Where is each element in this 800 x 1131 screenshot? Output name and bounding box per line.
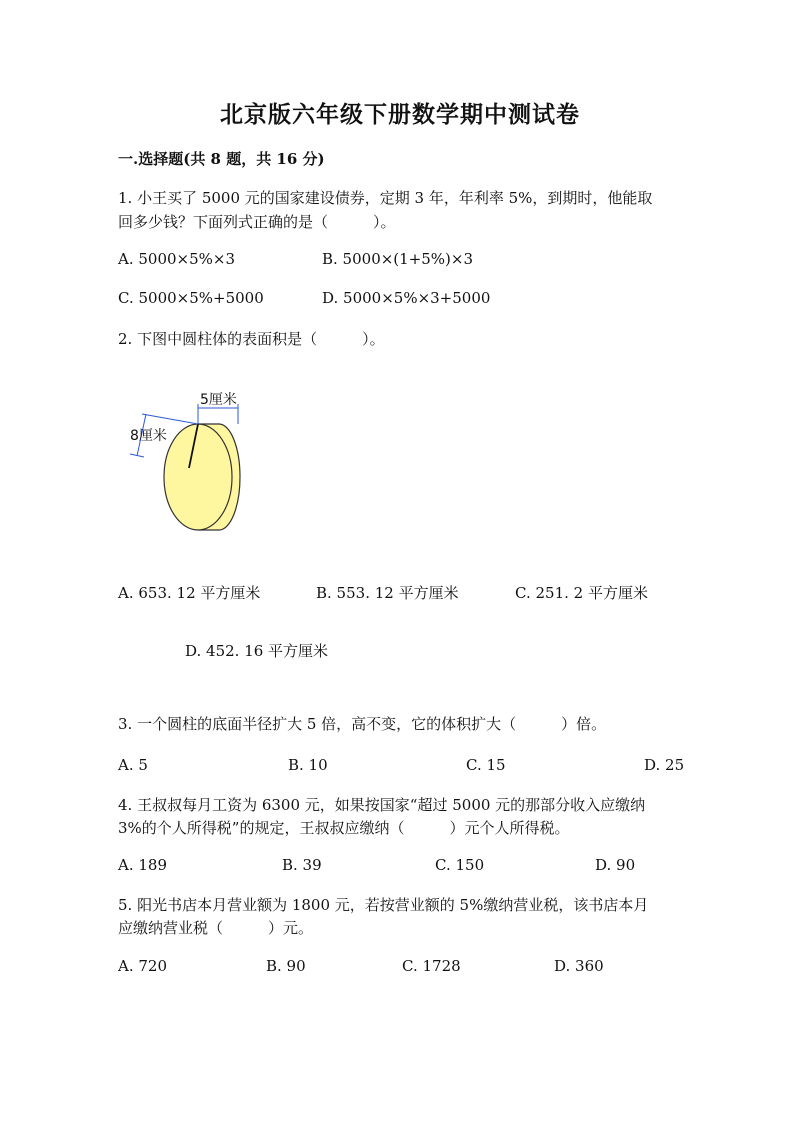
question-5-line-1: 5. 阳光书店本月营业额为 1800 元，若按营业额的 5%缴纳营业税，该书店本月 — [118, 896, 649, 914]
question-5-option-d[interactable]: D. 360 — [554, 957, 604, 975]
question-4-line-1: 4. 王叔叔每月工资为 6300 元，如果按国家“超过 5000 元的那部分收入应缴纳 — [118, 796, 646, 814]
cylinder-figure — [122, 388, 252, 538]
question-3-line-1: 3. 一个圆柱的底面半径扩大 5 倍，高不变，它的体积扩大（ ）倍。 — [118, 715, 607, 733]
radius-tick-top — [142, 414, 198, 424]
question-2-option-b[interactable]: B. 553. 12 平方厘米 — [316, 584, 459, 602]
cylinder-front-face — [164, 424, 232, 530]
question-4-option-a[interactable]: A. 189 — [118, 856, 167, 874]
question-1-option-c[interactable]: C. 5000×5%+5000 — [118, 289, 264, 307]
question-4-option-d[interactable]: D. 90 — [595, 856, 636, 874]
question-4-option-b[interactable]: B. 39 — [282, 856, 322, 874]
question-3-option-c[interactable]: C. 15 — [466, 756, 506, 774]
question-1-option-d[interactable]: D. 5000×5%×3+5000 — [322, 289, 491, 307]
question-1-line-1: 1. 小王买了 5000 元的国家建设债券，定期 3 年，年利率 5%，到期时，他能取 — [118, 189, 653, 207]
page-title: 北京版六年级下册数学期中测试卷 — [220, 101, 580, 128]
question-1-line-2: 回多少钱？下面列式正确的是（ ）。 — [118, 213, 396, 231]
question-4-line-2: 3%的个人所得税”的规定，王叔叔应缴纳（ ）元个人所得税。 — [118, 819, 570, 837]
label-8cm: 8厘米 — [130, 428, 167, 444]
question-3-option-d[interactable]: D. 25 — [644, 756, 685, 774]
question-5-option-a[interactable]: A. 720 — [118, 957, 167, 975]
question-1-option-b[interactable]: B. 5000×(1+5%)×3 — [322, 250, 474, 268]
question-4-option-c[interactable]: C. 150 — [435, 856, 485, 874]
question-2-option-d[interactable]: D. 452. 16 平方厘米 — [185, 642, 329, 660]
question-3-option-a[interactable]: A. 5 — [118, 756, 148, 774]
question-5-option-b[interactable]: B. 90 — [266, 957, 306, 975]
question-2-option-a[interactable]: A. 653. 12 平方厘米 — [118, 584, 261, 602]
question-5-option-c[interactable]: C. 1728 — [402, 957, 461, 975]
label-5cm: 5厘米 — [200, 392, 237, 408]
question-5-line-2: 应缴纳营业税（ ）元。 — [118, 919, 314, 937]
section-heading: 一.选择题(共 8 题，共 16 分) — [118, 150, 325, 168]
question-2-option-c[interactable]: C. 251. 2 平方厘米 — [515, 584, 648, 602]
question-1-option-a[interactable]: A. 5000×5%×3 — [118, 250, 236, 268]
question-2-line-1: 2. 下图中圆柱体的表面积是（ ）。 — [118, 330, 385, 348]
question-3-option-b[interactable]: B. 10 — [288, 756, 328, 774]
